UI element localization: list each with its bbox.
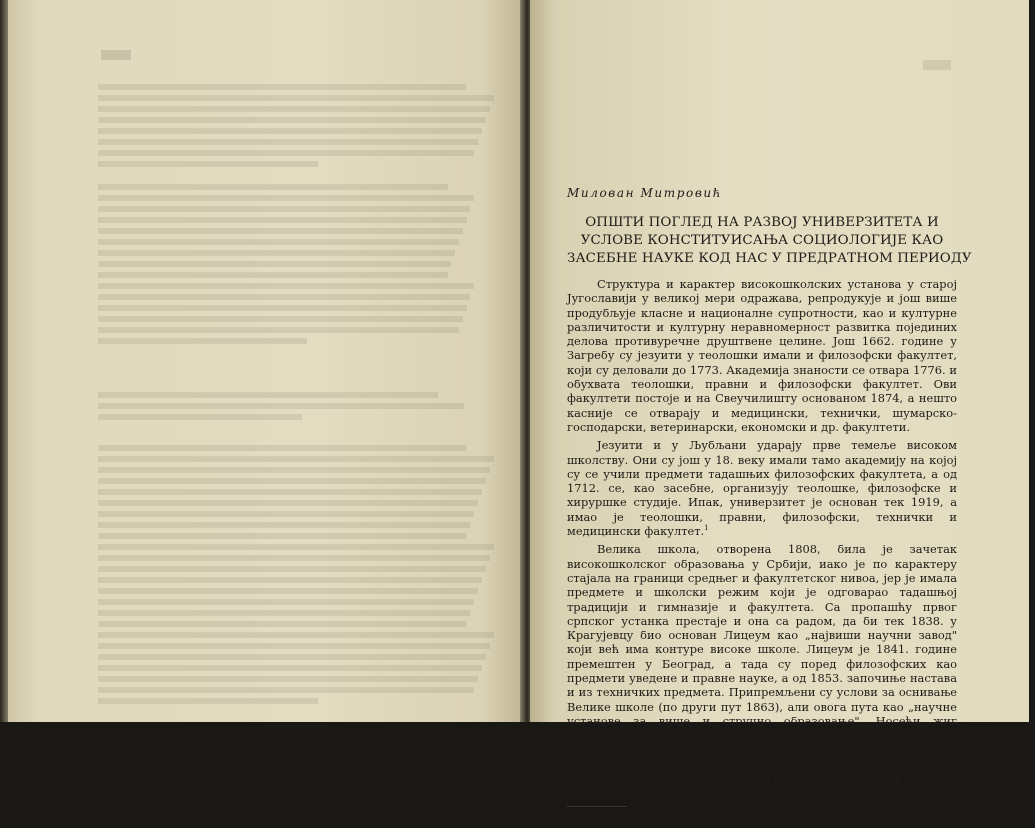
show-through-line	[98, 511, 474, 517]
show-through-line	[98, 687, 474, 693]
show-through-line	[98, 217, 467, 223]
paragraph-text: Језуити и у Љубљани ударају прве темеље високом школству. Они су још у 18. веку имали тамо академију на којој су се учили предмети тадашњих филозофских факултета, а од 1712. се, као засебне, организују теолошке, филозофске и хируршке студије. Ипак, универзитет је основан тек 1919, а имао је теолошки, правни, филозофски, технички и медицински факултет.	[567, 438, 957, 539]
show-through-line	[98, 305, 467, 311]
show-through-line	[98, 456, 494, 462]
show-through-line	[98, 445, 466, 451]
show-through-line	[98, 599, 474, 605]
show-through-line	[98, 577, 482, 583]
article-title	[567, 214, 972, 268]
show-through-line	[98, 392, 438, 398]
title-line: УСЛОВЕ КОНСТИТУИСАЊА СОЦИОЛОГИЈЕ КАО	[580, 233, 944, 248]
show-through-line	[98, 239, 459, 245]
show-through-line	[98, 206, 470, 212]
show-through-line	[98, 338, 307, 344]
article-content	[567, 186, 972, 828]
show-through-line	[98, 588, 478, 594]
show-through-line	[98, 522, 470, 528]
show-through-line	[98, 272, 448, 278]
show-through-line	[98, 228, 463, 234]
show-through-line	[98, 500, 478, 506]
show-through-line	[98, 106, 490, 112]
footnote-divider	[567, 806, 627, 807]
show-through-line	[98, 621, 466, 627]
show-through-line	[98, 150, 474, 156]
footnote	[567, 812, 957, 828]
body-paragraph: Велика школа, отворена 1808, била је зачетак високошколског образовања у Србији, иако је по карактеру стајала на граници средњег и факултетског нивоа, јер је имала предмете и школски режим који је одговарао тадашњој традицији и гимназије и факултета. Са пропашћу првог српског устанка престаје и она са радом, да би тек 1838. у Крагујевцу био основан Лицеум као „највиши научни завод" који већ има контуре високе школе. Лицеум је 1841. године премештен у Београд, а тада су поред филозофских као предмети уведене и правне науке, а од 1853. започиње настава и из техничких предмета. Припремљени су услови за оснивање Велике школе (по други пут 1863), али овога пута као „научне установе за више и стручно образовање". Носећи жиг обреновићевског режима у Србији поткрај 19. века, Велика школа је споро подизала квалитет наставе, а у културном погледу се показује конзервативном, највише због затворености према новим, прогресивним људима и идејама. Талас	[567, 542, 957, 800]
show-through-line	[98, 316, 463, 322]
show-through-text-block	[98, 184, 478, 349]
show-through-line	[98, 643, 490, 649]
show-through-line	[98, 327, 459, 333]
show-through-line	[98, 676, 478, 682]
show-through-page-number	[923, 60, 951, 70]
show-through-line	[98, 403, 464, 409]
show-through-line	[98, 84, 466, 90]
show-through-line	[98, 467, 490, 473]
show-through-line	[98, 250, 455, 256]
show-through-line	[98, 533, 466, 539]
title-line: ОПШТИ ПОГЛЕД НА РАЗВОЈ УНИВЕРЗИТЕТА И	[585, 215, 939, 230]
show-through-line	[98, 632, 494, 638]
footnote-number: 1	[594, 813, 600, 822]
show-through-line	[98, 139, 478, 145]
show-through-line	[98, 161, 318, 167]
show-through-line	[98, 654, 486, 660]
show-through-line	[98, 566, 486, 572]
show-through-line	[98, 544, 494, 550]
show-through-line	[98, 698, 318, 704]
show-through-line	[98, 95, 494, 101]
show-through-line	[98, 665, 482, 671]
footnote-source-details: Загреб 1964, књ. I, стр. 570.	[811, 815, 957, 827]
show-through-line	[98, 195, 474, 201]
show-through-line	[98, 478, 486, 484]
show-through-page-number	[101, 50, 131, 60]
show-through-line	[98, 117, 486, 123]
footnote-reference: 1	[704, 524, 709, 533]
body-paragraph: Структура и карактер високошколских установа у старој Југославији у великој мери одражава, репродукује и још више продубљује класне и националне супротности, као и културне различитости и културну неравномерност развитка појединих делова противуречне друштвене целине. Још 1662. године у Загребу су језуити у теолошки имали и филозофски факултет, који су деловали до 1773. Академија знаности се отвара 1776. и обухвата теолошки, правни и филозофски факултет. Ови факултети постоје и на Свеучилишту основаном 1874, а нешто касније се отварају и медицински, технички, шумарско-господарски, ветеринарски, економски и др. факултети.	[567, 277, 957, 434]
footnote-source-title: Енциклопедија Лексикографског завода,	[603, 815, 812, 827]
show-through-line	[98, 261, 451, 267]
show-through-line	[98, 128, 482, 134]
show-through-line	[98, 414, 302, 420]
show-through-text-block	[98, 84, 498, 172]
show-through-text-block	[98, 445, 498, 709]
show-through-line	[98, 489, 482, 495]
right-page	[530, 0, 1029, 827]
show-through-line	[98, 555, 490, 561]
author-name: Милован Митровић	[567, 186, 723, 200]
body-paragraph	[567, 438, 957, 538]
show-through-line	[98, 283, 474, 289]
title-line: ЗАСЕБНЕ НАУКЕ КОД НАС У ПРЕДРАТНОМ ПЕРИОДУ	[567, 251, 972, 266]
show-through-text-block	[98, 392, 468, 425]
show-through-line	[98, 294, 470, 300]
left-page	[8, 0, 524, 722]
show-through-line	[98, 610, 470, 616]
show-through-line	[98, 184, 448, 190]
